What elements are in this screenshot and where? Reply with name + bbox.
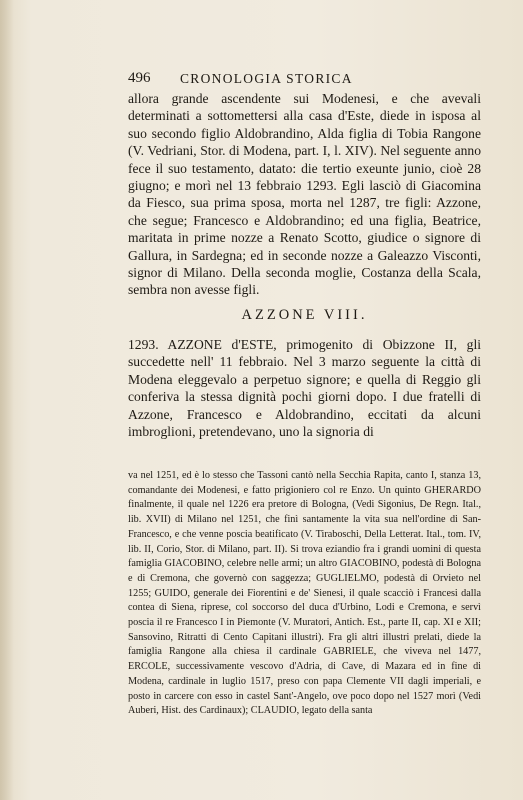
continuation-paragraph: allora grande ascendente sui Modenesi, e che avevali determinati a sottomettersi alla casa d'Este, diede in isposa al suo secondo figlio Aldobrandino, Alda figlia di Tobia Rangone (V. Vedriani, Stor. di Modena, part. I, l. XIV). Nel seguente anno fece il suo testamento, datato: die tertio exeunte junio, cioè 28 giugno; e morì nel 13 febbraio 1293. Egli lasciò di Giacomina da Fiesco, sua prima sposa, morta nel 1287, tre figli: Azzone, che segue; Francesco e Aldobrandino; ed una figlia, Beatrice, maritata in prime nozze a Renato Scotto, giudice o signore di Gallura, in Sardegna; ed in seconde nozze a Galeazzo Visconti, signor di Milano. Della seconda moglie, Costanza della Scala, sembra non avesse figli. [128, 91, 481, 298]
section-title: AZZONE VIII. [241, 307, 368, 323]
page-number: 496 [128, 70, 151, 86]
footnote-text: va nel 1251, ed è lo stesso che Tassoni cantò nella Secchia Rapita, canto I, stanza 13, comandante dei Modenesi, e fatto prigioniero col re Enzo. Un quinto GHERARDO finalmente, il quale nel 1226 era pretore di Bologna, (Vedi Sigonius, De Regn. Ital., lib. XVII) di Milano nel 1251, che finì santamente la vita sua nell'ordine di San-Francesco, e che venne poscia beatificato (V. Tiraboschi, Della Letterat. Ital., tom. IV, lib. II, Corio, Stor. di Milano, part. II). Si trova eziandio fra i grandi uomini di questa famiglia GIACOBINO, celebre nelle armi; un altro GIACOBINO, podestà di Bologna e di Cremona, che governò con saggezza; GUGLIELMO, podestà di Orvieto nel 1255; GUIDO, generale dei Fiorentini e de' Sienesi, il quale scacciò i Francesi dalla contea di Siena, riprese, col soccorso del duca d'Urbino, Lodi e Cremona, e servì poscia il re Francesco I in Piemonte (V. Muratori, Antich. Est., parte II, cap. XI e XII; Sansovino, Ritratti di Cento Capitani illustri). Fra gli altri illustri prelati, diede la famiglia Rangone alla chiesa il cardinale GABRIELE, che viveva nel 1477, ERCOLE, successivamente vescovo d'Adria, di Cave, di Mazara ed in fine di Modena, cardinale in luglio 1517, preso con papa Clemente VII dagli imperiali, e posto in carcere con esso in castel Sant'-Angelo, ove poco dopo nel 1527 morì (Vedi Auberi, Hist. des Cardinaux); CLAUDIO, legato della santa [128, 470, 481, 717]
section-text-block [128, 336, 481, 440]
footnote-block [128, 469, 481, 719]
page-header [128, 70, 398, 88]
continuation-text-block [128, 90, 481, 299]
section-paragraph: 1293. AZZONE d'ESTE, primogenito di Obizzone II, gli succedette nell' 11 febbraio. Nel 3 marzo seguente la città di Modena eleggevalo a perpetuo signore; e quella di Reggio gli conferiva la stessa dignità pochi giorni dopo. I due fratelli di Azzone, Francesco e Aldobrandino, eccitati da alcuni imbroglioni, pretendevano, uno la signoria di [128, 337, 481, 440]
page-spine-shadow [0, 0, 14, 800]
running-title: CRONOLOGIA STORICA [180, 71, 353, 86]
